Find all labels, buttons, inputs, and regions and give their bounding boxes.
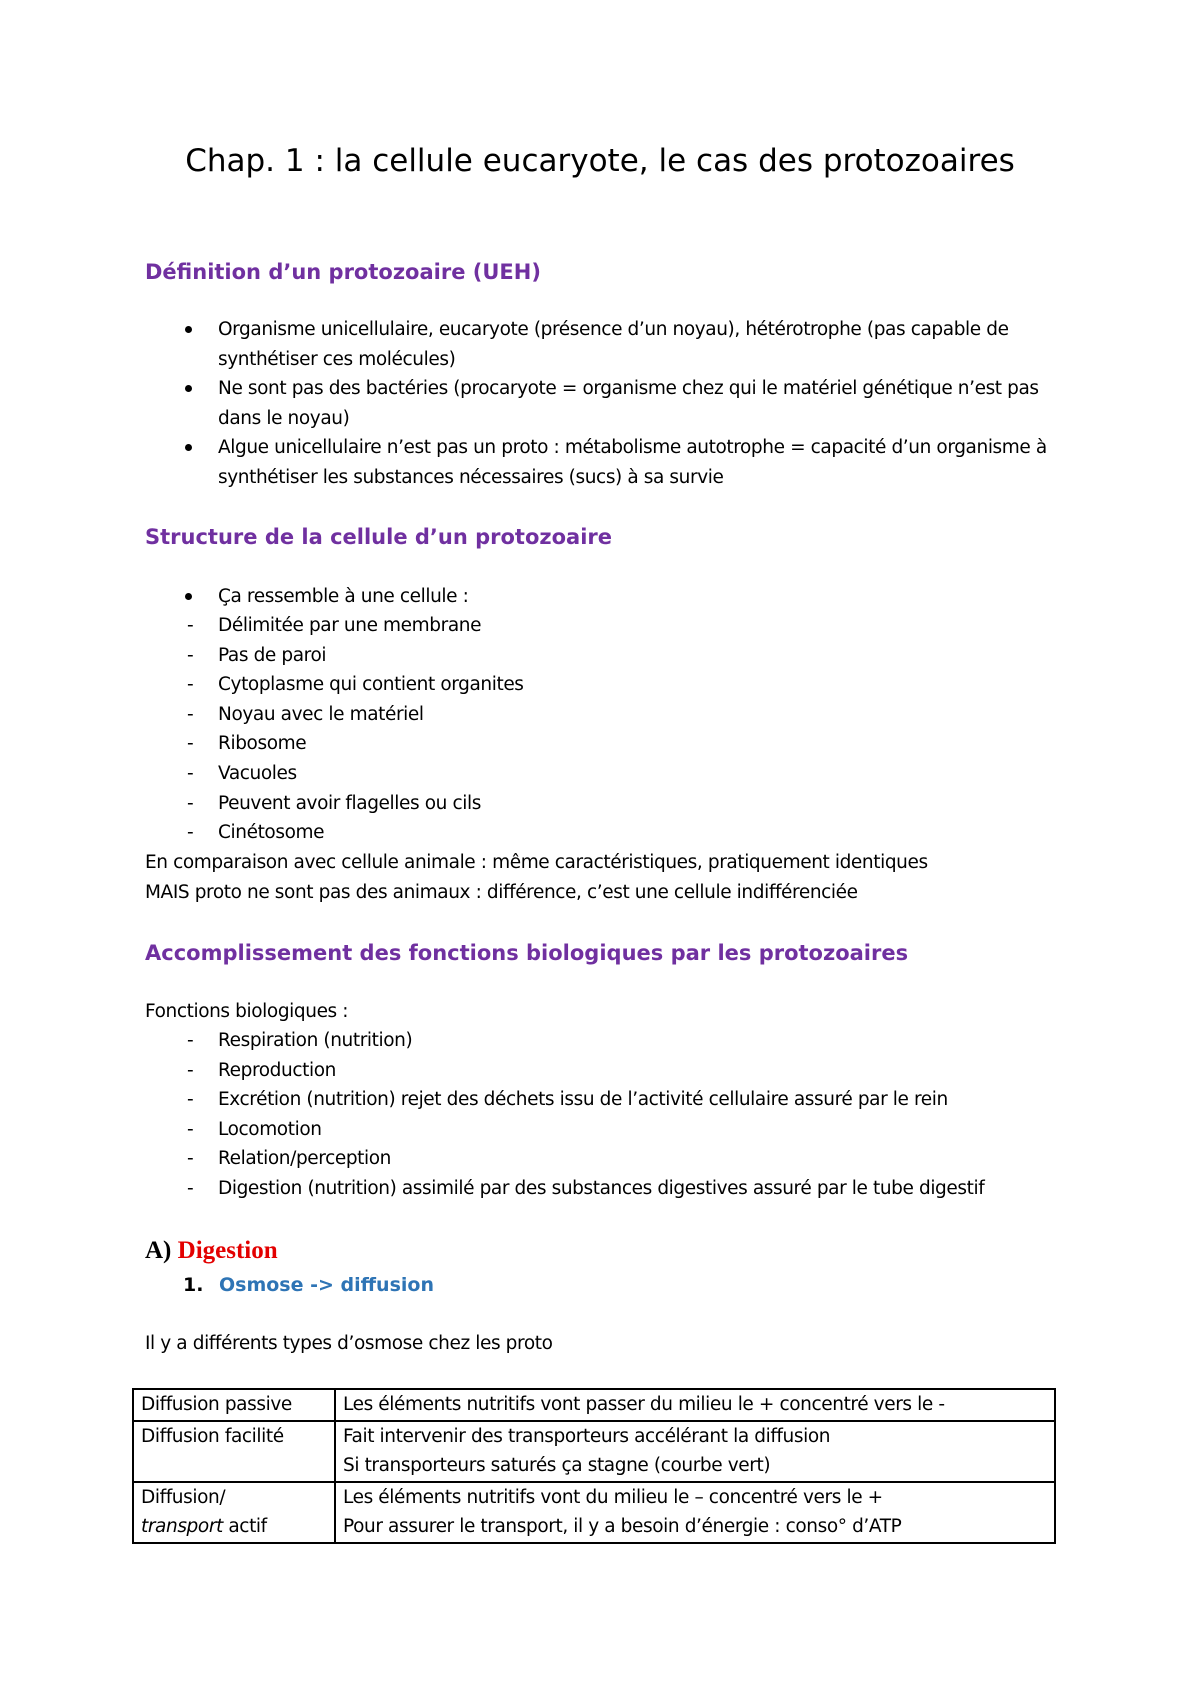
subheading-text: Osmose -> diffusion bbox=[219, 1274, 434, 1296]
functions-intro: Fonctions biologiques : bbox=[145, 1001, 349, 1022]
list-item: - Relation/perception bbox=[187, 1148, 392, 1170]
table-row bbox=[133, 1389, 1055, 1421]
subheading-number: 1. bbox=[183, 1274, 204, 1296]
definition-bullet-list bbox=[145, 315, 1080, 493]
table-cell-description: Fait intervenir des transporteurs accélérant la diffusion Si transporteurs saturés ça stagne (courbe vert) bbox=[335, 1421, 1055, 1482]
list-item: - Respiration (nutrition) bbox=[187, 1030, 413, 1051]
list-item: Ça ressemble à une cellule : bbox=[145, 582, 1080, 612]
bullet-icon bbox=[185, 385, 192, 392]
bullet-icon bbox=[185, 326, 192, 333]
list-item: - Délimitée par une membrane bbox=[187, 615, 482, 636]
table-cell-description: Les éléments nutritifs vont du milieu le – concentré vers le + Pour assurer le transport, il y a besoin d’énergie : conso° d’ATP bbox=[335, 1482, 1055, 1543]
list-item: - Vacuoles bbox=[187, 762, 297, 784]
structure-dash-list bbox=[145, 611, 1080, 848]
table-cell-description: Les éléments nutritifs vont passer du milieu le + concentré vers le - bbox=[335, 1389, 1055, 1421]
functions-dash-list bbox=[145, 1026, 1080, 1204]
list-item: - Locomotion bbox=[187, 1118, 322, 1140]
list-item: - Peuvent avoir flagelles ou cils bbox=[187, 792, 481, 814]
table-row bbox=[133, 1482, 1055, 1543]
digestion-heading bbox=[145, 1236, 278, 1266]
list-item: - Digestion (nutrition) assimilé par des substances digestives assuré par le tube digestif bbox=[187, 1177, 985, 1199]
bullet-icon bbox=[185, 593, 192, 600]
list-item: Ne sont pas des bactéries (procaryote = organisme chez qui le matériel génétique n’est pas dans le noyau) bbox=[145, 374, 1080, 433]
comparison-paragraph: En comparaison avec cellule animale : même caractéristiques, pratiquement identiques bbox=[145, 852, 928, 873]
page-title: Chap. 1 : la cellule eucaryote, le cas des protozoaires bbox=[185, 143, 1015, 179]
section-heading-structure: Structure de la cellule d’un protozoaire bbox=[145, 525, 612, 549]
table-cell-type: Diffusion/ transport actif bbox=[133, 1482, 335, 1543]
list-item: - Pas de paroi bbox=[187, 644, 327, 666]
table-cell-type: Diffusion facilité bbox=[133, 1421, 335, 1482]
section-heading-functions: Accomplissement des fonctions biologiques par les protozoaires bbox=[145, 941, 909, 965]
table-cell-type: Diffusion passive bbox=[133, 1389, 335, 1421]
section-heading-definition: Définition d’un protozoaire (UEH) bbox=[145, 260, 541, 284]
bullet-icon bbox=[185, 444, 192, 451]
table-row bbox=[133, 1421, 1055, 1482]
list-item: - Ribosome bbox=[187, 733, 307, 755]
difference-paragraph: MAIS proto ne sont pas des animaux : différence, c’est une cellule indifférenciée bbox=[145, 882, 858, 903]
osmose-intro: Il y a différents types d’osmose chez les proto bbox=[145, 1333, 553, 1354]
digestion-letter: A) bbox=[145, 1237, 172, 1264]
diffusion-table bbox=[132, 1388, 1056, 1544]
structure-bullet-list bbox=[145, 582, 1080, 612]
list-item: Algue unicellulaire n’est pas un proto : métabolisme autotrophe = capacité d’un organisme à synthétiser les substances nécessaires (sucs) à sa survie bbox=[145, 433, 1080, 492]
digestion-title: Digestion bbox=[177, 1237, 278, 1264]
list-item: - Cytoplasme qui contient organites bbox=[187, 674, 524, 696]
list-item: - Excrétion (nutrition) rejet des déchets issu de l’activité cellulaire assuré par le rein bbox=[187, 1089, 948, 1111]
list-item: Organisme unicellulaire, eucaryote (présence d’un noyau), hétérotrophe (pas capable de synthétiser ces molécules) bbox=[145, 315, 1080, 374]
list-item: - Noyau avec le matériel bbox=[187, 703, 424, 725]
list-item: - Reproduction bbox=[187, 1059, 336, 1081]
list-item: - Cinétosome bbox=[187, 822, 325, 844]
